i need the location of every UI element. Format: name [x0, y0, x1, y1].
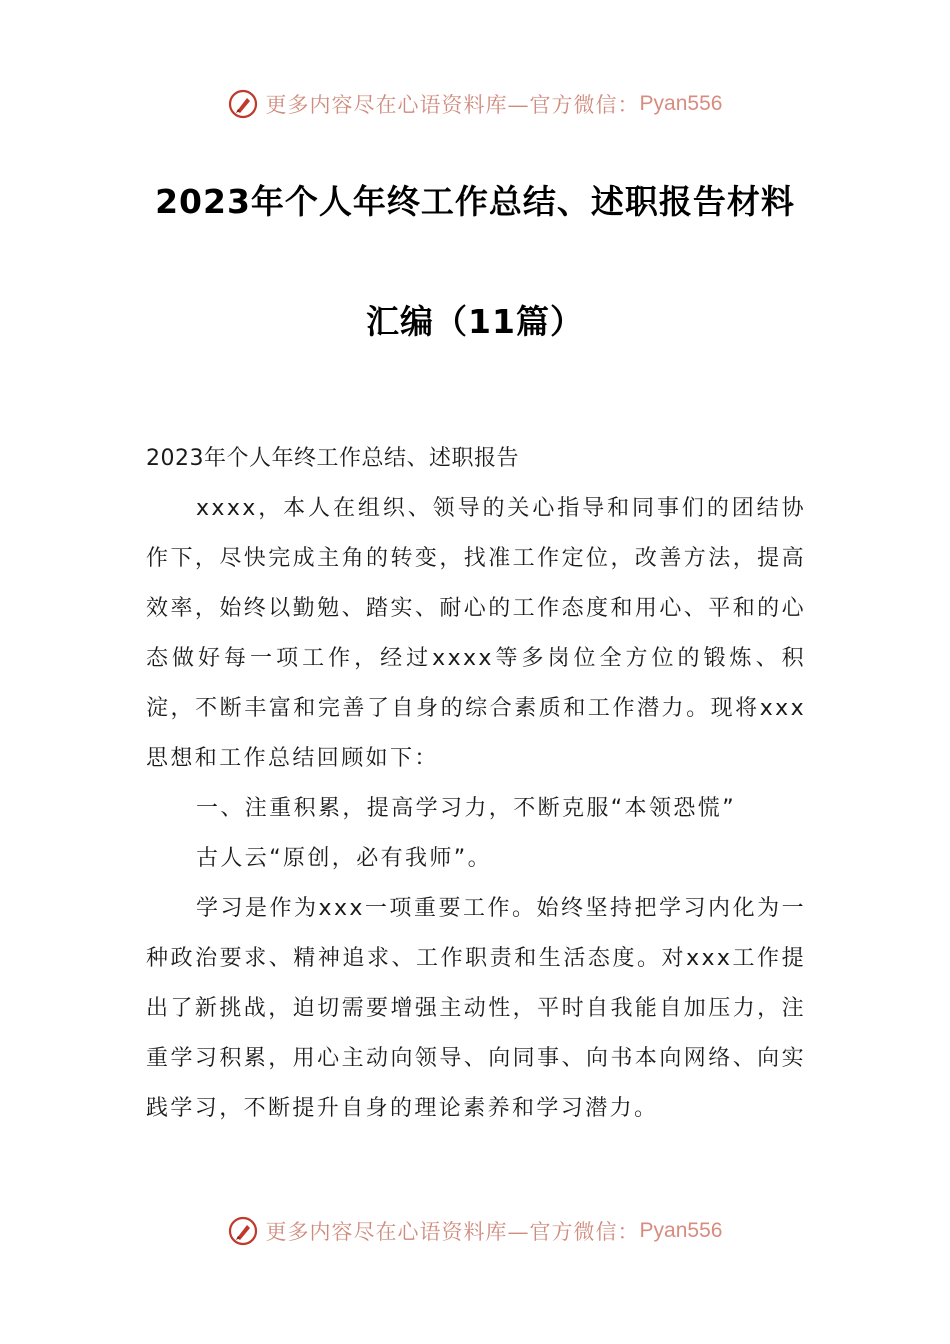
paragraph-quote: 古人云“原创，必有我师”。	[196, 846, 492, 871]
wechat-id: Pyan556	[639, 1219, 723, 1242]
pen-nib-logo-icon	[228, 89, 258, 119]
paragraph-intro: xxxx，本人在组织、领导的关心指导和同事们的团结协作下，尽快完成主角的转变，找准工作定位，改善方法，提高效率，始终以勤勉、踏实、耐心的工作态度和用心、平和的心态做好每一项工作，经过xxxx等多岗位全方位的锻炼、积淀，不断丰富和完善了自身的综合素质和工作潜力。现将xxx思想和工作总结回顾如下：	[146, 496, 806, 771]
header-banner	[0, 84, 950, 124]
footer-banner	[0, 1211, 950, 1251]
section-subtitle: 2023年个人年终工作总结、述职报告	[146, 446, 519, 471]
wechat-id: Pyan556	[639, 92, 723, 115]
section-heading: 一、注重积累，提高学习力，不断克服“本领恐慌”	[196, 796, 736, 821]
paragraph-learning: 学习是作为xxx一项重要工作。始终坚持把学习内化为一种政治要求、精神追求、工作职责和生活态度。对xxx工作提出了新挑战，迫切需要增强主动性，平时自我能自加压力，注重学习积累，用心主动向领导、向同事、向书本向网络、向实践学习，不断提升自身的理论素养和学习潜力。	[146, 896, 806, 1121]
banner-text: 更多内容尽在心语资料库—官方微信：	[265, 1220, 640, 1244]
document-title-line2: 汇编（11篇）	[366, 302, 584, 341]
document-title-line1: 2023年个人年终工作总结、述职报告材料	[155, 182, 795, 221]
document-body	[146, 434, 806, 1134]
pen-nib-logo-icon	[228, 1216, 258, 1246]
banner-text: 更多内容尽在心语资料库—官方微信：	[265, 93, 640, 117]
